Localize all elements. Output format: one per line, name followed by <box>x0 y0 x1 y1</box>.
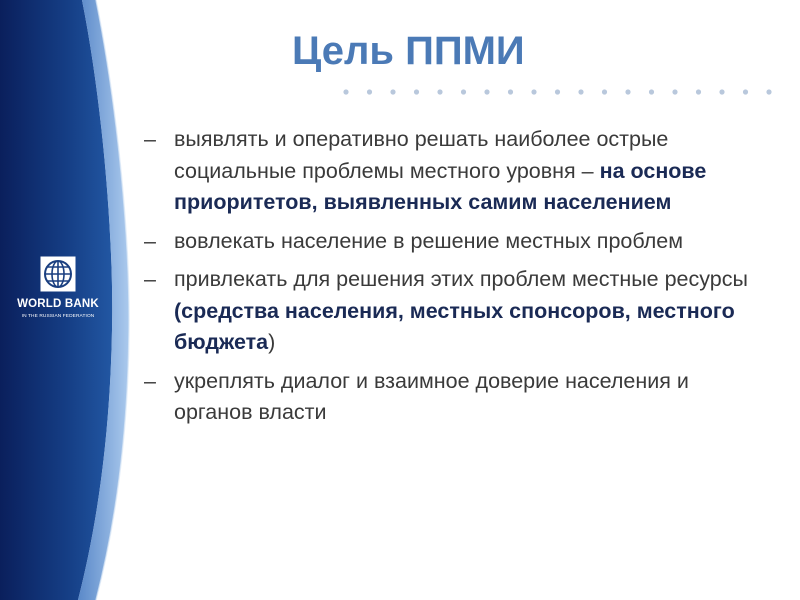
bullet-item <box>144 264 764 359</box>
bullet-item <box>144 366 764 429</box>
bullet-dash: – <box>144 127 156 151</box>
bullet-list <box>144 124 764 436</box>
bullet-text: привлекать для решения этих проблем местные ресурсы <box>174 267 748 291</box>
slide-title: Цель ППМИ <box>292 29 525 73</box>
dotted-divider <box>340 86 780 98</box>
bullet-dash: – <box>144 267 156 291</box>
bullet-text: ) <box>268 330 276 354</box>
world-bank-logo <box>6 256 110 319</box>
bullet-text-bold: (средства населения, местных спонсоров, местного бюджета <box>174 298 735 354</box>
logo-name: WORLD BANK <box>17 298 99 310</box>
bullet-text: выявлять и оперативно решать наиболее острые социальные проблемы местного уровня – <box>174 127 669 183</box>
bullet-dash: – <box>144 368 156 393</box>
bullet-text: укреплять диалог и взаимное доверие населения и органов власти <box>174 368 689 424</box>
globe-icon <box>40 256 76 292</box>
bullet-text: вовлекать население в решение местных проблем <box>174 228 683 253</box>
bullet-text-bold: на основе приоритетов, выявленных самим населением <box>174 158 707 214</box>
logo-subtitle: IN THE RUSSIAN FEDERATION <box>21 314 95 319</box>
bullet-item <box>144 226 764 258</box>
bullet-item <box>144 124 764 219</box>
bullet-dash: – <box>144 228 156 253</box>
